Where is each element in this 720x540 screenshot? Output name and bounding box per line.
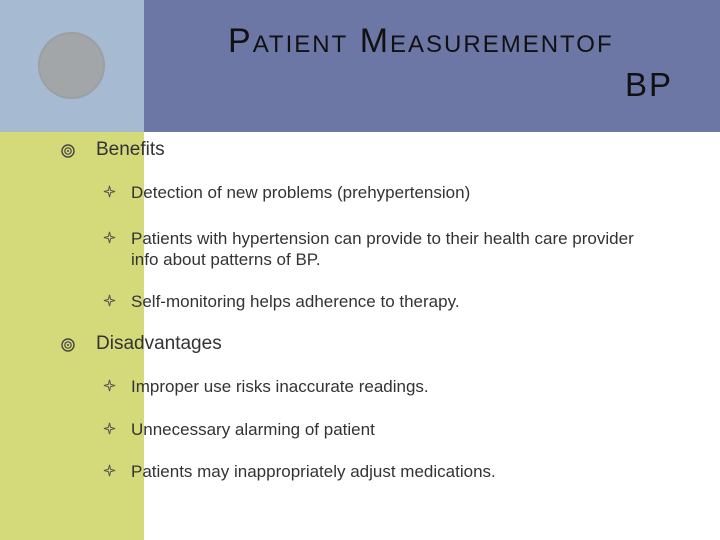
title-rest-atient: ATIENT: [252, 31, 349, 58]
sparkle-bullet-icon: [103, 464, 116, 477]
list-item-text: Self-monitoring helps adherence to therapy.: [131, 292, 460, 311]
list-item: [131, 182, 651, 203]
section-heading-benefits: [96, 139, 165, 161]
list-item-text: Unnecessary alarming of patient: [131, 420, 375, 439]
title-initial-m: M: [359, 22, 391, 60]
sparkle-bullet-icon: [103, 185, 116, 198]
decorative-circle: [38, 32, 105, 99]
list-item: [131, 291, 651, 312]
sparkle-bullet-icon: [103, 379, 116, 392]
sparkle-bullet-icon: [103, 231, 116, 244]
section-heading-text: Benefits: [96, 139, 165, 160]
title-divider: [144, 132, 720, 134]
title-initial-p: P: [228, 22, 253, 60]
list-item-text: Improper use risks inaccurate readings.: [131, 377, 429, 396]
list-item-text: Detection of new problems (prehypertension): [131, 183, 471, 202]
list-item: [131, 419, 651, 440]
list-item-text: Patients with hypertension can provide to their health care provider info about patterns of BP.: [131, 229, 634, 269]
title-rest-easurementof: EASUREMENTOF: [390, 31, 614, 58]
slide-title: [228, 22, 614, 61]
sparkle-bullet-icon: [103, 422, 116, 435]
list-item: [131, 376, 651, 397]
list-item-text: Patients may inappropriately adjust medications.: [131, 462, 496, 481]
list-item: [131, 461, 651, 482]
flower-bullet-icon: [60, 143, 76, 159]
list-item: [131, 228, 651, 270]
flower-bullet-icon: [60, 337, 76, 353]
sparkle-bullet-icon: [103, 294, 116, 307]
slide-title-line2: BP: [624, 66, 673, 103]
section-heading-disadvantages: [96, 333, 222, 355]
section-heading-text: Disadvantages: [96, 333, 222, 354]
